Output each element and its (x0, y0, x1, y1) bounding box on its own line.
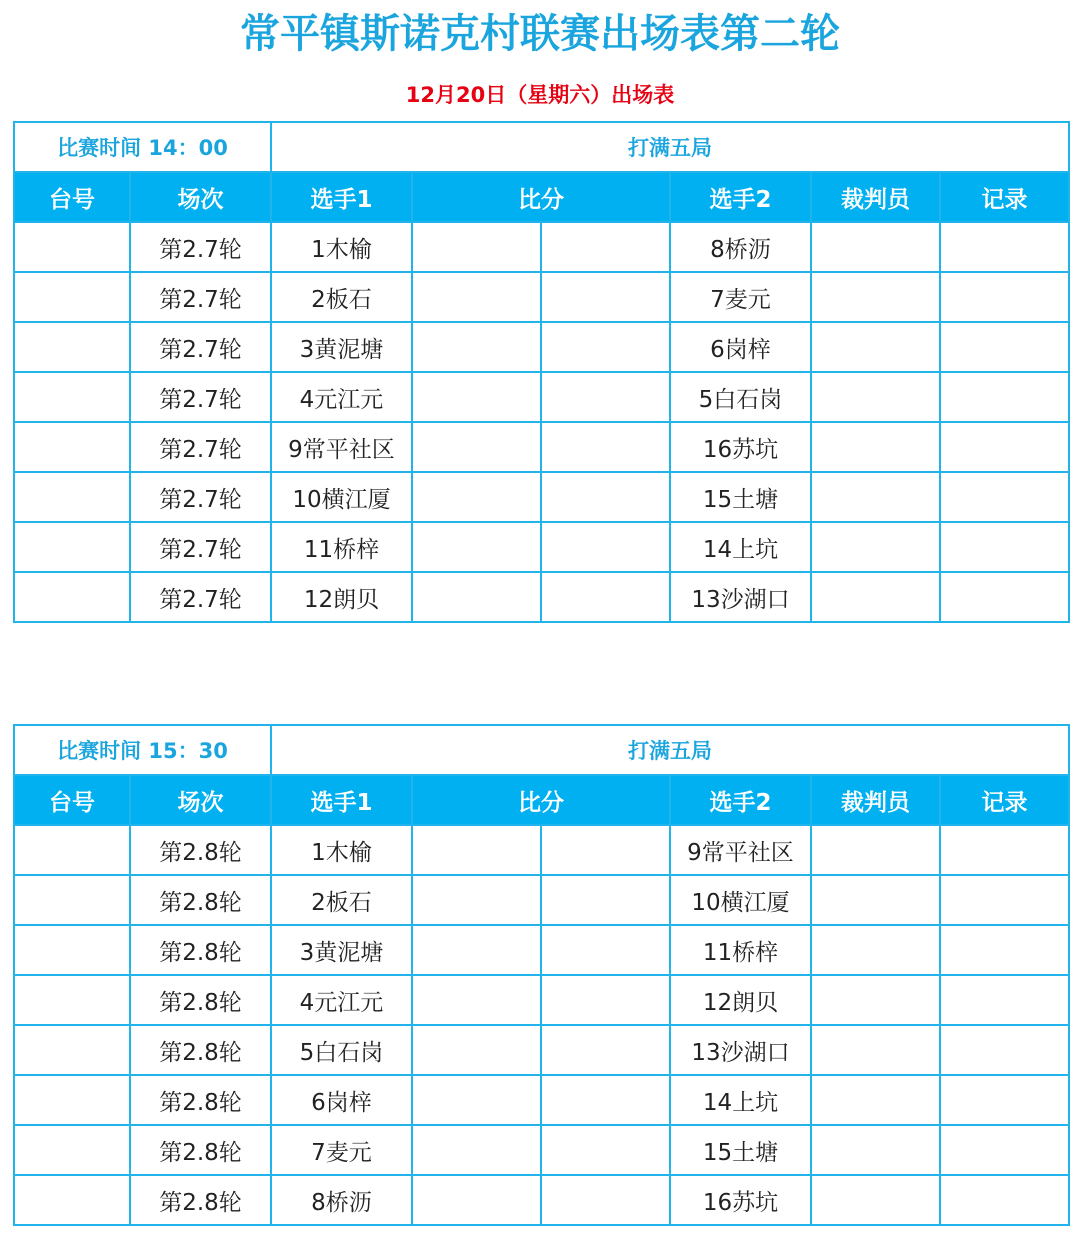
referee-cell[interactable] (811, 1025, 940, 1075)
score2-cell[interactable] (541, 222, 670, 272)
round-cell: 第2.7轮 (130, 472, 271, 522)
player2-cell: 15土塘 (670, 1125, 811, 1175)
player1-cell: 1木榆 (271, 825, 412, 875)
referee-cell[interactable] (811, 522, 940, 572)
round-cell: 第2.7轮 (130, 422, 271, 472)
table-number-cell[interactable] (14, 1175, 130, 1225)
round-cell: 第2.8轮 (130, 1025, 271, 1075)
player1-cell: 3黄泥塘 (271, 322, 412, 372)
player1-cell: 5白石岗 (271, 1025, 412, 1075)
score2-cell[interactable] (541, 372, 670, 422)
player2-cell: 7麦元 (670, 272, 811, 322)
player1-cell: 4元江元 (271, 372, 412, 422)
round-cell: 第2.7轮 (130, 522, 271, 572)
header-referee: 裁判员 (811, 172, 940, 222)
score2-cell[interactable] (541, 522, 670, 572)
column-header-row (14, 172, 1069, 222)
player2-cell: 11桥梓 (670, 925, 811, 975)
player1-cell: 6岗梓 (271, 1075, 412, 1125)
table-number-cell[interactable] (14, 572, 130, 622)
session-rule: 打满五局 (271, 725, 1069, 775)
player2-cell: 13沙湖口 (670, 1025, 811, 1075)
table-row (14, 272, 1069, 322)
score1-cell[interactable] (412, 522, 541, 572)
referee-cell[interactable] (811, 222, 940, 272)
table-row (14, 472, 1069, 522)
player2-cell: 5白石岗 (670, 372, 811, 422)
record-cell[interactable] (940, 272, 1069, 322)
player1-cell: 4元江元 (271, 975, 412, 1025)
referee-cell[interactable] (811, 875, 940, 925)
round-cell: 第2.8轮 (130, 925, 271, 975)
score2-cell[interactable] (541, 572, 670, 622)
player2-cell: 14上坑 (670, 1075, 811, 1125)
record-cell[interactable] (940, 975, 1069, 1025)
table-number-cell[interactable] (14, 522, 130, 572)
table-number-cell[interactable] (14, 825, 130, 875)
player1-cell: 9常平社区 (271, 422, 412, 472)
round-cell: 第2.8轮 (130, 975, 271, 1025)
table-row (14, 1075, 1069, 1125)
table-row (14, 572, 1069, 622)
referee-cell[interactable] (811, 975, 940, 1025)
table-number-cell[interactable] (14, 975, 130, 1025)
record-cell[interactable] (940, 1075, 1069, 1125)
referee-cell[interactable] (811, 472, 940, 522)
referee-cell[interactable] (811, 1175, 940, 1225)
referee-cell[interactable] (811, 272, 940, 322)
round-cell: 第2.8轮 (130, 825, 271, 875)
player2-cell: 9常平社区 (670, 825, 811, 875)
score2-cell[interactable] (541, 925, 670, 975)
referee-cell[interactable] (811, 825, 940, 875)
header-score: 比分 (412, 172, 670, 222)
table-row (14, 875, 1069, 925)
session-rule: 打满五局 (271, 122, 1069, 172)
score2-cell[interactable] (541, 975, 670, 1025)
table-number-cell[interactable] (14, 925, 130, 975)
score1-cell[interactable] (412, 875, 541, 925)
score2-cell[interactable] (541, 1075, 670, 1125)
record-cell[interactable] (940, 925, 1069, 975)
header-referee: 裁判员 (811, 775, 940, 825)
table-row (14, 222, 1069, 272)
table-row (14, 925, 1069, 975)
table-row (14, 1125, 1069, 1175)
table-number-cell[interactable] (14, 875, 130, 925)
score2-cell[interactable] (541, 875, 670, 925)
header-round: 场次 (130, 172, 271, 222)
score1-cell[interactable] (412, 322, 541, 372)
player2-cell: 16苏坑 (670, 1175, 811, 1225)
referee-cell[interactable] (811, 322, 940, 372)
record-cell[interactable] (940, 372, 1069, 422)
score1-cell[interactable] (412, 825, 541, 875)
round-cell: 第2.7轮 (130, 372, 271, 422)
score1-cell[interactable] (412, 975, 541, 1025)
score1-cell[interactable] (412, 272, 541, 322)
header-table-number: 台号 (14, 775, 130, 825)
record-cell[interactable] (940, 572, 1069, 622)
score2-cell[interactable] (541, 1025, 670, 1075)
column-header-row (14, 775, 1069, 825)
record-cell[interactable] (940, 1125, 1069, 1175)
score1-cell[interactable] (412, 1025, 541, 1075)
player2-cell: 14上坑 (670, 522, 811, 572)
score1-cell[interactable] (412, 372, 541, 422)
record-cell[interactable] (940, 875, 1069, 925)
header-record: 记录 (940, 775, 1069, 825)
header-score: 比分 (412, 775, 670, 825)
schedule-table-2 (13, 724, 1070, 1226)
player2-cell: 16苏坑 (670, 422, 811, 472)
record-cell[interactable] (940, 472, 1069, 522)
score1-cell[interactable] (412, 472, 541, 522)
player2-cell: 12朗贝 (670, 975, 811, 1025)
record-cell[interactable] (940, 1175, 1069, 1225)
header-round: 场次 (130, 775, 271, 825)
table-row (14, 422, 1069, 472)
round-cell: 第2.8轮 (130, 1075, 271, 1125)
session-time: 比赛时间 14：00 (14, 122, 271, 172)
player1-cell: 8桥沥 (271, 1175, 412, 1225)
player2-cell: 13沙湖口 (670, 572, 811, 622)
player2-cell: 6岗梓 (670, 322, 811, 372)
referee-cell[interactable] (811, 372, 940, 422)
table-row (14, 975, 1069, 1025)
score2-cell[interactable] (541, 825, 670, 875)
header-player2: 选手2 (670, 775, 811, 825)
referee-cell[interactable] (811, 422, 940, 472)
player1-cell: 11桥梓 (271, 522, 412, 572)
player1-cell: 2板石 (271, 272, 412, 322)
table-number-cell[interactable] (14, 1075, 130, 1125)
session-info-row (14, 725, 1069, 775)
table-number-cell[interactable] (14, 422, 130, 472)
table-row (14, 522, 1069, 572)
record-cell[interactable] (940, 222, 1069, 272)
header-record: 记录 (940, 172, 1069, 222)
score1-cell[interactable] (412, 1075, 541, 1125)
score1-cell[interactable] (412, 422, 541, 472)
header-player2: 选手2 (670, 172, 811, 222)
referee-cell[interactable] (811, 1125, 940, 1175)
session-info-row (14, 122, 1069, 172)
score1-cell[interactable] (412, 1175, 541, 1225)
score2-cell[interactable] (541, 1125, 670, 1175)
score2-cell[interactable] (541, 272, 670, 322)
player1-cell: 7麦元 (271, 1125, 412, 1175)
page-title: 常平镇斯诺克村联赛出场表第二轮 (240, 11, 840, 57)
table-number-cell[interactable] (14, 472, 130, 522)
table-row (14, 372, 1069, 422)
player1-cell: 1木榆 (271, 222, 412, 272)
table-number-cell[interactable] (14, 1125, 130, 1175)
referee-cell[interactable] (811, 1075, 940, 1125)
player1-cell: 2板石 (271, 875, 412, 925)
table-row (14, 1175, 1069, 1225)
round-cell: 第2.8轮 (130, 875, 271, 925)
score2-cell[interactable] (541, 422, 670, 472)
score1-cell[interactable] (412, 222, 541, 272)
score2-cell[interactable] (541, 1175, 670, 1225)
date-subtitle: 12月20日（星期六）出场表 (405, 83, 675, 107)
table-number-cell[interactable] (14, 1025, 130, 1075)
table-number-cell[interactable] (14, 372, 130, 422)
score2-cell[interactable] (541, 322, 670, 372)
player2-cell: 15土塘 (670, 472, 811, 522)
record-cell[interactable] (940, 422, 1069, 472)
table-row (14, 1025, 1069, 1075)
header-player1: 选手1 (271, 172, 412, 222)
score1-cell[interactable] (412, 925, 541, 975)
round-cell: 第2.8轮 (130, 1125, 271, 1175)
session-time: 比赛时间 15：30 (14, 725, 271, 775)
table-number-cell[interactable] (14, 322, 130, 372)
schedule-table-1 (13, 121, 1070, 623)
record-cell[interactable] (940, 825, 1069, 875)
round-cell: 第2.7轮 (130, 572, 271, 622)
player2-cell: 8桥沥 (670, 222, 811, 272)
record-cell[interactable] (940, 1025, 1069, 1075)
header-table-number: 台号 (14, 172, 130, 222)
player1-cell: 12朗贝 (271, 572, 412, 622)
player1-cell: 3黄泥塘 (271, 925, 412, 975)
table-row (14, 825, 1069, 875)
table-number-cell[interactable] (14, 222, 130, 272)
player1-cell: 10横江厦 (271, 472, 412, 522)
table-row (14, 322, 1069, 372)
table-number-cell[interactable] (14, 272, 130, 322)
round-cell: 第2.8轮 (130, 1175, 271, 1225)
round-cell: 第2.7轮 (130, 272, 271, 322)
referee-cell[interactable] (811, 925, 940, 975)
score1-cell[interactable] (412, 572, 541, 622)
record-cell[interactable] (940, 522, 1069, 572)
record-cell[interactable] (940, 322, 1069, 372)
score1-cell[interactable] (412, 1125, 541, 1175)
header-player1: 选手1 (271, 775, 412, 825)
referee-cell[interactable] (811, 572, 940, 622)
round-cell: 第2.7轮 (130, 222, 271, 272)
round-cell: 第2.7轮 (130, 322, 271, 372)
score2-cell[interactable] (541, 472, 670, 522)
player2-cell: 10横江厦 (670, 875, 811, 925)
